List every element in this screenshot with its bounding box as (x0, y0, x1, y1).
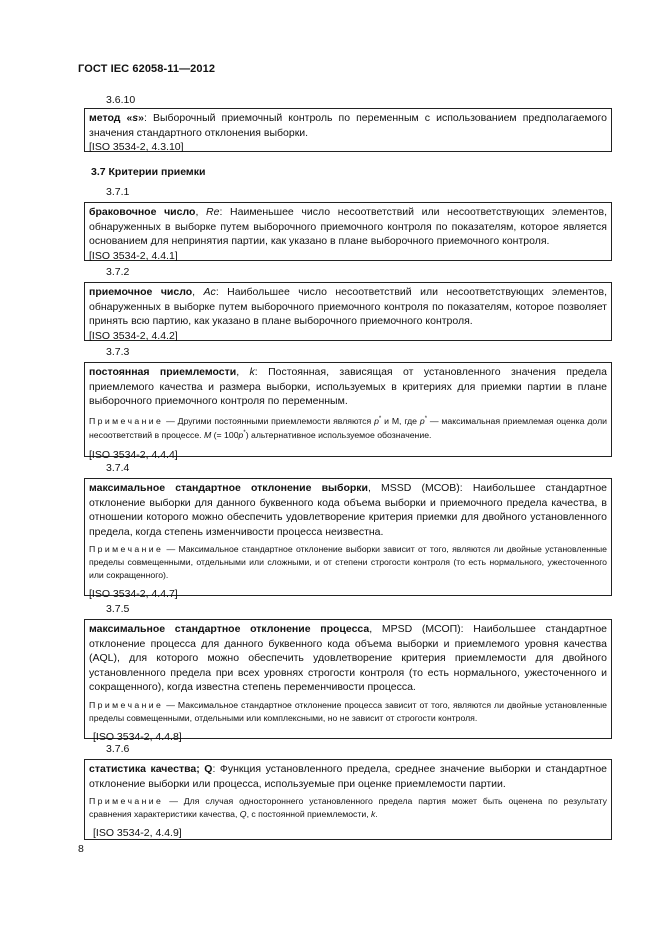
definition-box: постоянная приемлемости, k: Постоянная, зависящая от установленного значения предела приемлемого качества и размера выборки, используемых в критериях для приемки партии в плане выборочного приемочного контроля по переменным. Примечание — Другими постоянными приемлемости являются p* и M, где p* — максимальная приемлемая оценка доли несоответствий в процессе. M (= 100p*) альтернативное используемое обозначение. [ISO 3534-2, 4.4.4] (84, 362, 612, 457)
note: Примечание — Максимальное стандартное отклонение выборки зависит от того, являются ли двойные установленные пределы совмещенными, отдельными или сложными, и от степени строгости контроля (то есть нормального, ужесточенного или сокращенного). (89, 544, 607, 580)
definition-text: : Постоянная, зависящая от установленного значения предела приемлемого качества и размера выборки, используемых в критериях для приемки партии в плане выборочного приемочного контроля по переменным. (89, 366, 608, 408)
definition-box: приемочное число, Ac: Наибольшее число несоответствий или несоответствующих элементов, обнаруженных в выборке путем выборочного приемочного контроля по показателям, которое позволяет принять всю партию, как указано в плане выборочного приемочного контроля. [ISO 3534-2, 4.4.2] (84, 282, 612, 341)
definition-text: , MPSD (МСОП): Наибольшее стандартное отклонение процесса для данного буквенного кода объема выборки и приемлемого уровня качества (AQL), для которого можно обеспечить удовлетворение критерия приемлемости для двойного установленного предела при всех уровнях строгости контроля (то есть нормального, ужесточенного и сокращенного), когда известна степень переменчивости процесса. (89, 623, 608, 694)
term: статистика качества; Q (89, 763, 213, 775)
definition-box (84, 619, 612, 744)
page-number: 8 (78, 843, 84, 855)
term: браковочное число (89, 206, 196, 218)
definition-text: : Наименьшее число несоответствий или несоответствующих элементов, обнаруженных в выборке путем выборочного приемочного контроля по показателям, которое является основанием для непринятия партии, как указано в плане выборочного приемочного контроля. (89, 206, 608, 248)
definition-box (84, 478, 612, 601)
entry-number: 3.7.5 (106, 603, 130, 615)
entry-number: 3.7.4 (106, 462, 130, 474)
term: максимальное стандартное отклонение процесса (89, 623, 370, 635)
note: Примечание — Для случая одностороннего установленного предела партия может быть оценена по результату сравнения характеристики качества, Q, с постоянной приемлемости, k. (89, 796, 607, 819)
definition-box: браковочное число, Re: Наименьшее число несоответствий или несоответствующих элементов, обнаруженных в выборке путем выборочного приемочного контроля по показателям, которое является основанием для непринятия партии, как указано в плане выборочного приемочного контроля. [ISO 3534-2, 4.4.1] (84, 202, 612, 261)
reference: [ISO 3534-2, 4.3.10] (89, 141, 184, 154)
note-label: Примечание (89, 415, 164, 426)
entry-number: 3.7.6 (106, 743, 130, 755)
reference: [ISO 3534-2, 4.4.9] (93, 827, 182, 840)
reference: [ISO 3534-2, 4.4.8] (93, 731, 182, 744)
definition-text: , MSSD (МСОВ): Наибольшее стандартное отклонение выборки для данного буквенного кода объема выборки и приемочного предела качества, в отношении которого можно обеспечить удовлетворение критерия приемки для двойного установленного предела, когда степень изменчивости процесса неизвестна. (89, 482, 607, 538)
entry-number: 3.7.1 (106, 186, 130, 198)
reference: [ISO 3534-2, 4.4.4] (89, 448, 178, 461)
symbol: k (249, 366, 255, 378)
term: метод «s» (89, 112, 144, 124)
reference: [ISO 3534-2, 4.4.2] (89, 329, 178, 342)
section-heading: 3.7 Критерии приемки (91, 166, 206, 178)
definition-box (84, 108, 612, 152)
definition-text: : Функция установленного предела, среднее значение выборки и стандартное отклонение выборки или процесса, используемые при оценке приемлемости партии. (89, 763, 608, 790)
entry-number: 3.6.10 (106, 94, 136, 106)
definition-text: : Выборочный приемочный контроль по переменным с использованием предполагаемого значения стандартного отклонения выборки. (89, 112, 607, 139)
term: максимальное стандартное отклонение выборки (89, 482, 369, 494)
term: приемочное число (89, 286, 193, 298)
entry-number: 3.7.3 (106, 346, 130, 358)
entry-number: 3.7.2 (106, 266, 130, 278)
note-label: Примечание (89, 796, 164, 807)
definition-text: : Наибольшее число несоответствий или несоответствующих элементов, обнаруженных в выборке путем выборочного приемочного контроля по показателям, которое позволяет принять всю партию, как указано в плане выборочного приемочного контроля. (89, 286, 607, 328)
symbol: Re (206, 206, 220, 218)
reference: [ISO 3534-2, 4.4.7] (89, 588, 178, 601)
symbol: Ac (203, 286, 216, 298)
document-header: ГОСТ IEC 62058-11—2012 (78, 63, 216, 75)
note-label: Примечание (89, 699, 164, 710)
note-label: Примечание (89, 544, 164, 555)
term: постоянная приемлемости (89, 366, 237, 378)
reference: [ISO 3534-2, 4.4.1] (89, 249, 178, 262)
definition-box (84, 759, 612, 840)
note: Примечание — Другими постоянными приемлемости являются p* и M, где p* — максимальная приемлемая оценка доли несоответствий в процессе. M (= 100p*) альтернативное используемое обозначение. (89, 415, 607, 441)
note: Примечание — Максимальное стандартное отклонение процесса зависит от того, являются ли двойные установленные пределы совмещенными, отдельными или комплексными, но не зависит от строгости контроля. (89, 699, 607, 723)
